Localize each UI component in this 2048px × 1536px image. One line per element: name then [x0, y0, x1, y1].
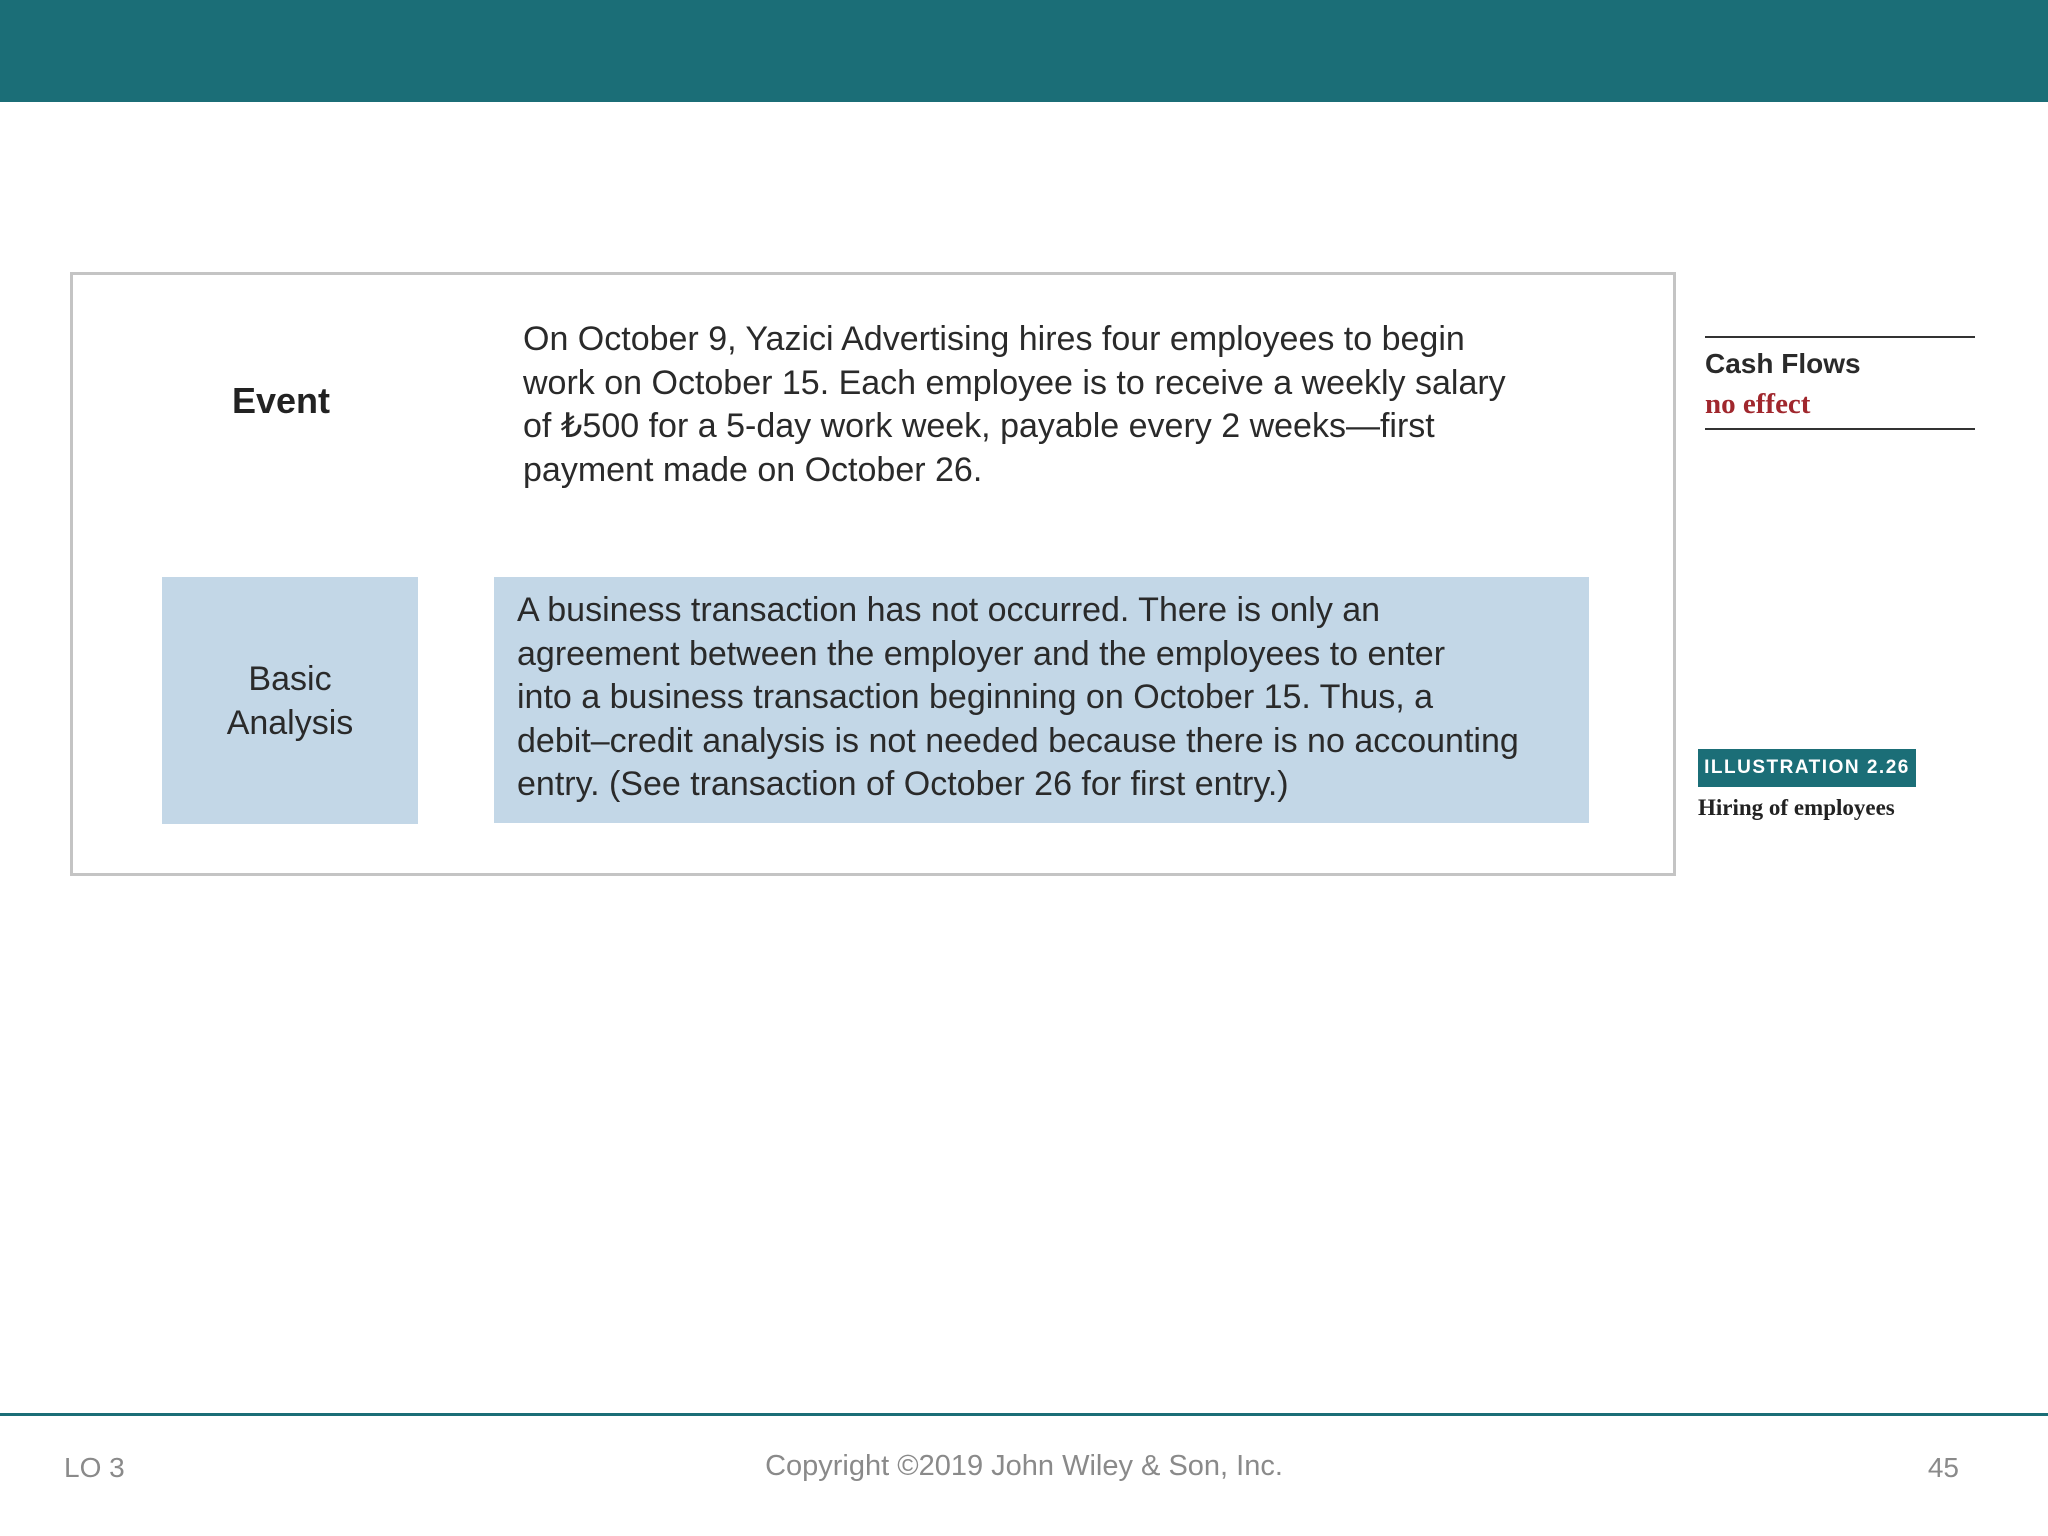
page-number: 45 — [1927, 1452, 1959, 1483]
basic-analysis-label: Basic Analysis — [226, 659, 354, 742]
illustration-badge: ILLUSTRATION 2.26 — [1698, 749, 1916, 787]
basic-analysis-label-box — [162, 577, 418, 824]
basic-analysis-text: A business transaction has not occurred. There is only an agreement between the employer and the employees to enter into a business transaction beginning on October 15. Thus, a debit–credit analysis is not needed because there is no accounting entry. (See transaction of October 26 for first entry.) — [517, 591, 1519, 803]
footer-divider — [0, 1413, 2048, 1416]
cash-flows-title: Cash Flows — [1705, 348, 1861, 379]
cash-flows-bottom-rule — [1705, 428, 1975, 430]
event-description: On October 9, Yazici Advertising hires four employees to begin work on October 15. Each employee is to receive a weekly salary of ₺500 for a 5-day work week, payable every 2 weeks—first payment made on October 26. — [523, 320, 1506, 489]
top-banner — [0, 0, 2048, 102]
basic-analysis-box — [494, 577, 1589, 823]
copyright-notice: Copyright ©2019 John Wiley & Son, Inc. — [765, 1450, 1283, 1482]
learning-objective-label: LO 3 — [64, 1452, 125, 1483]
cash-flows-top-rule — [1705, 336, 1975, 338]
illustration-caption: Hiring of employees — [1698, 795, 1895, 820]
event-label: Event — [232, 380, 331, 421]
cash-flows-value: no effect — [1705, 388, 1811, 420]
